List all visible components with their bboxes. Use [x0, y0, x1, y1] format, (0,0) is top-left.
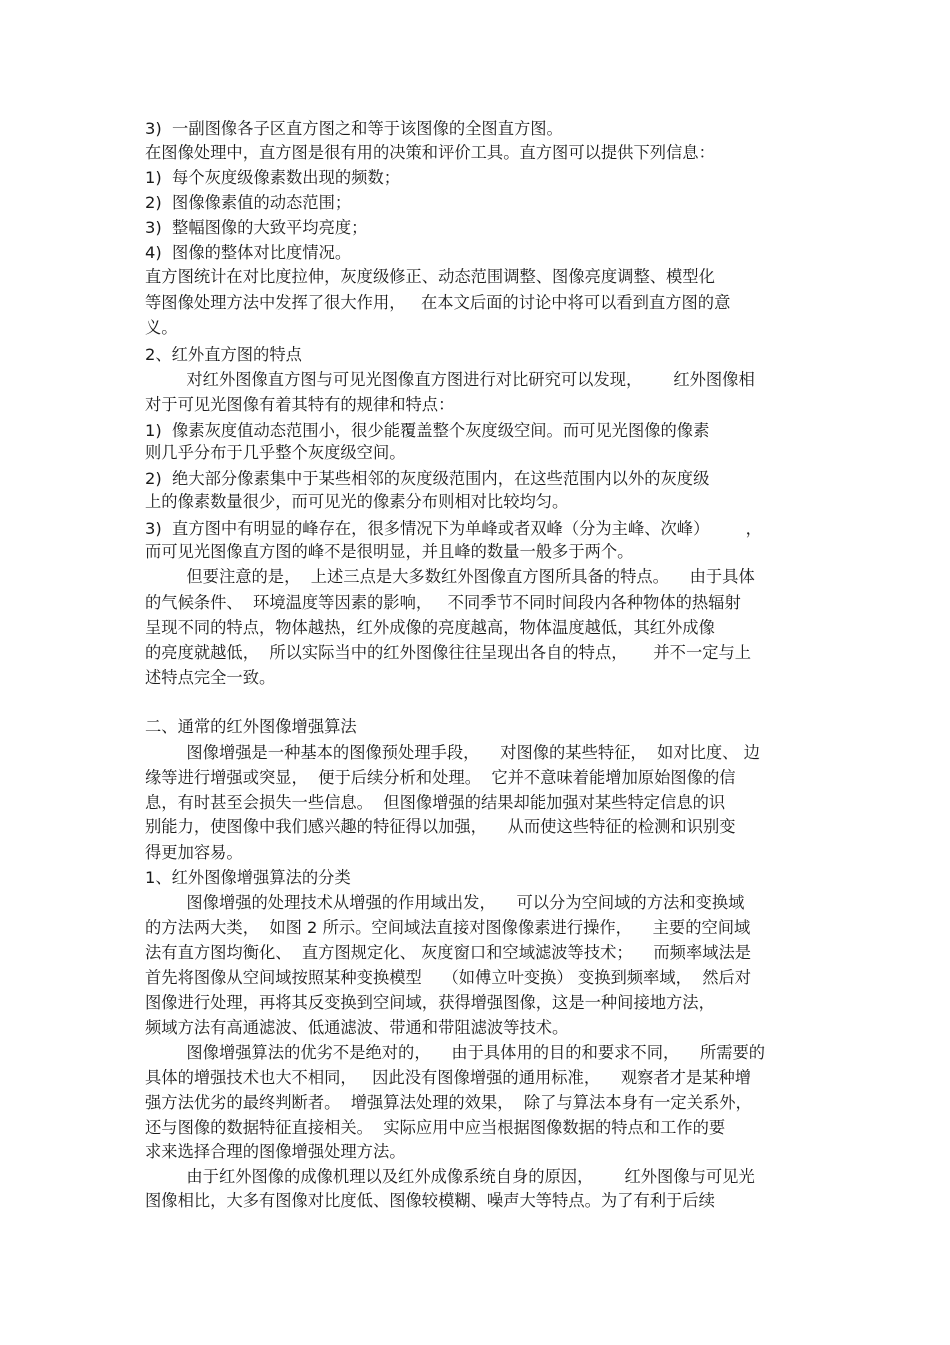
- text-line: 的气候条件、 环境温度等因素的影响， 不同季节不同时间段内各种物体的热辐射: [145, 593, 741, 612]
- text-line: 强方法优劣的最终判断者。 增强算法处理的效果， 除了与算法本身有一定关系外，: [145, 1093, 752, 1112]
- text-line: 具体的增强技术也大不相同， 因此没有图像增强的通用标准， 观察者才是某种增: [145, 1068, 752, 1087]
- text-line: 但要注意的是， 上述三点是大多数红外图像直方图所具备的特点。 由于具体: [145, 567, 755, 586]
- text-line: 的方法两大类， 如图 2 所示。空间域法直接对图像像素进行操作， 主要的空间域: [145, 918, 751, 937]
- text-line: 而可见光图像直方图的峰不是很明显，并且峰的数量一般多于两个。: [145, 542, 634, 561]
- text-line: 频域方法有高通滤波、低通滤波、带通和带阻滤波等技术。: [145, 1018, 569, 1037]
- text-line: 图像增强的处理技术从增强的作用域出发， 可以分为空间域的方法和变换域: [145, 893, 745, 912]
- text-line: 4) 图像的整体对比度情况。: [145, 243, 352, 262]
- text-line: 由于红外图像的成像机理以及红外成像系统自身的原因， 红外图像与可见光: [145, 1167, 755, 1186]
- text-line: 2) 图像像素值的动态范围；: [145, 193, 352, 212]
- text-line: 图像进行处理，再将其反变换到空间域，获得增强图像，这是一种间接地方法，: [145, 993, 715, 1012]
- text-line: 缘等进行增强或突显， 便于后续分析和处理。 它并不意味着能增加原始图像的信: [145, 768, 736, 787]
- text-line: 则几乎分布于几乎整个灰度级空间。: [145, 443, 406, 462]
- text-line: 义。: [145, 318, 178, 337]
- text-line: 法有直方图均衡化、 直方图规定化、 灰度窗口和空域滤波等技术； 而频率域法是: [145, 943, 752, 962]
- text-line: 得更加容易。: [145, 843, 243, 862]
- text-line: 述特点完全一致。: [145, 668, 276, 687]
- text-line: 求来选择合理的图像增强处理方法。: [145, 1142, 406, 1161]
- text-line: 3) 整幅图像的大致平均亮度；: [145, 218, 368, 237]
- text-line: 3) 直方图中有明显的峰存在，很多情况下为单峰或者双峰（分为主峰、次峰） ，: [145, 519, 762, 538]
- text-line: 首先将图像从空间域按照某种变换模型 （如傅立叶变换） 变换到频率域， 然后对: [145, 968, 752, 987]
- text-line: 1) 像素灰度值动态范围小，很少能覆盖整个灰度级空间。而可见光图像的像素: [145, 421, 710, 440]
- section-heading: 1、红外图像增强算法的分类: [145, 868, 351, 887]
- text-line: 息，有时甚至会损失一些信息。 但图像增强的结果却能加强对某些特定信息的识: [145, 793, 726, 812]
- section-heading: 2、红外直方图的特点: [145, 345, 302, 364]
- text-line: 呈现不同的特点，物体越热，红外成像的亮度越高，物体温度越低，其红外成像: [145, 618, 715, 637]
- text-line: 1) 每个灰度级像素数出现的频数；: [145, 168, 401, 187]
- section-heading: 二、通常的红外图像增强算法: [145, 717, 357, 736]
- text-line: 图像增强是一种基本的图像预处理手段， 对图像的某些特征， 如对比度、 边: [145, 743, 760, 762]
- text-line: 对红外图像直方图与可见光图像直方图进行对比研究可以发现， 红外图像相: [145, 370, 755, 389]
- text-line: 等图像处理方法中发挥了很大作用， 在本文后面的讨论中将可以看到直方图的意: [145, 293, 731, 312]
- text-line: 还与图像的数据特征直接相关。 实际应用中应当根据图像数据的特点和工作的要: [145, 1118, 726, 1137]
- text-line: 别能力，使图像中我们感兴趣的特征得以加强， 从而使这些特征的检测和识别变: [145, 817, 736, 836]
- text-line: 的亮度就越低， 所以实际当中的红外图像往往呈现出各自的特点， 并不一定与上: [145, 643, 752, 662]
- text-line: 在图像处理中，直方图是很有用的决策和评价工具。直方图可以提供下列信息：: [145, 143, 715, 162]
- text-line: 图像增强算法的优劣不是绝对的， 由于具体用的目的和要求不同， 所需要的: [145, 1043, 766, 1062]
- text-line: 2) 绝大部分像素集中于某些相邻的灰度级范围内，在这些范围内以外的灰度级: [145, 469, 710, 488]
- text-line: 3) 一副图像各子区直方图之和等于该图像的全图直方图。: [145, 119, 563, 138]
- text-line: 对于可见光图像有着其特有的规律和特点：: [145, 395, 455, 414]
- text-line: 图像相比，大多有图像对比度低、图像较模糊、噪声大等特点。为了有利于后续: [145, 1191, 715, 1210]
- text-line: 上的像素数量很少，而可见光的像素分布则相对比较均匀。: [145, 492, 569, 511]
- text-line: 直方图统计在对比度拉伸，灰度级修正、动态范围调整、图像亮度调整、模型化: [145, 267, 715, 286]
